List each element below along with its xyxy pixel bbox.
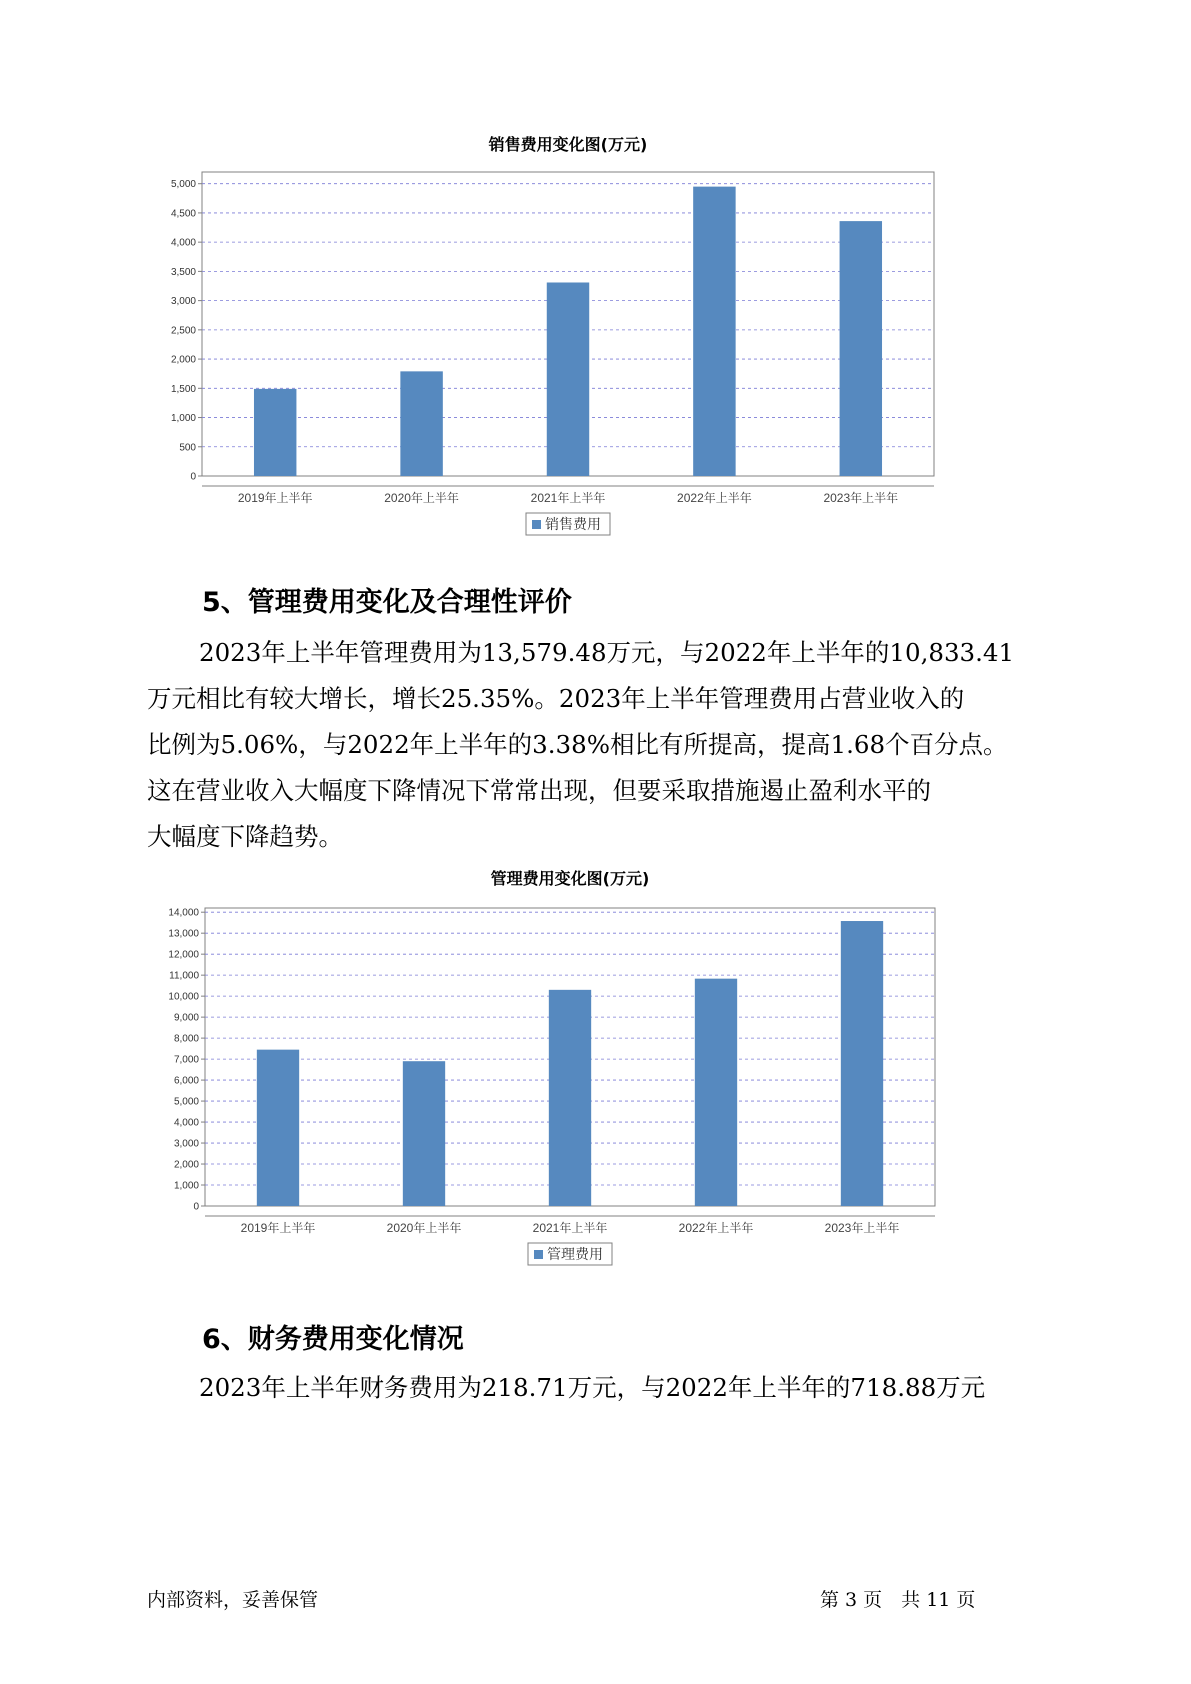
admin-expense-chart xyxy=(150,862,1040,1292)
y-tick-label: 2,000 xyxy=(173,1159,199,1171)
y-tick-label: 4,500 xyxy=(170,208,196,220)
y-tick-label: 3,500 xyxy=(170,266,196,278)
legend-swatch xyxy=(532,520,541,529)
y-tick-label: 3,000 xyxy=(170,296,196,308)
footer-page-number: 第 3 页 共 11 页 xyxy=(820,1589,976,1611)
paragraph-line: 大幅度下降趋势。 xyxy=(147,822,343,851)
y-tick-label: 0 xyxy=(190,471,196,483)
y-tick-label: 11,000 xyxy=(169,970,199,982)
y-tick-label: 3,000 xyxy=(173,1138,199,1150)
y-tick-label: 12,000 xyxy=(168,949,199,961)
section-6-paragraph xyxy=(147,1365,1067,1411)
y-tick-label: 1,500 xyxy=(170,383,196,395)
bar xyxy=(693,187,735,476)
paragraph-line: 比例为5.06%，与2022年上半年的3.38%相比有所提高，提高1.68个百分点。 xyxy=(147,730,1008,759)
x-tick-label: 2019年上半年 xyxy=(240,1221,316,1235)
x-tick-label: 2023年上半年 xyxy=(824,1221,900,1235)
y-tick-label: 2,500 xyxy=(170,325,196,337)
y-tick-label: 8,000 xyxy=(173,1033,199,1045)
y-tick-label: 9,000 xyxy=(173,1012,199,1024)
x-tick-label: 2022年上半年 xyxy=(677,491,752,505)
y-tick-label: 4,000 xyxy=(173,1117,199,1129)
paragraph-line: 2023年上半年管理费用为13,579.48万元，与2022年上半年的10,833.41 xyxy=(199,638,1015,667)
bar xyxy=(254,389,296,476)
legend-label: 销售费用 xyxy=(545,517,601,533)
paragraph-line: 这在营业收入大幅度下降情况下常常出现，但要采取措施遏止盈利水平的 xyxy=(147,776,931,805)
chart-title: 管理费用变化图(万元) xyxy=(490,869,650,888)
y-tick-label: 1,000 xyxy=(173,1180,199,1192)
paragraph-line: 万元相比有较大增长，增长25.35%。2023年上半年管理费用占营业收入的 xyxy=(147,684,965,713)
y-tick-label: 2,000 xyxy=(170,354,196,366)
legend-swatch xyxy=(534,1250,543,1259)
paragraph-line: 2023年上半年财务费用为218.71万元，与2022年上半年的718.88万元 xyxy=(199,1373,986,1402)
bar xyxy=(695,979,737,1206)
bar xyxy=(400,371,442,476)
y-tick-label: 4,000 xyxy=(170,237,196,249)
y-tick-label: 10,000 xyxy=(168,991,199,1003)
x-tick-label: 2019年上半年 xyxy=(237,491,313,505)
x-tick-label: 2023年上半年 xyxy=(823,491,899,505)
y-tick-label: 1,000 xyxy=(170,413,196,425)
footer-confidential-note: 内部资料，妥善保管 xyxy=(147,1589,319,1611)
y-tick-label: 5,000 xyxy=(173,1096,199,1108)
section-5-heading: 5、管理费用变化及合理性评价 xyxy=(202,587,572,618)
bar xyxy=(841,921,883,1206)
y-tick-label: 6,000 xyxy=(173,1075,199,1087)
x-tick-label: 2020年上半年 xyxy=(386,1221,462,1235)
y-tick-label: 0 xyxy=(193,1201,199,1213)
chart-title: 销售费用变化图(万元) xyxy=(488,135,648,154)
y-tick-label: 5,000 xyxy=(170,179,196,191)
section-5-paragraph xyxy=(147,630,1067,860)
sales-expense-chart xyxy=(150,128,1040,548)
y-tick-label: 7,000 xyxy=(173,1054,199,1066)
x-tick-label: 2020年上半年 xyxy=(384,491,459,505)
legend-label: 管理费用 xyxy=(547,1247,603,1263)
sales-expense-chart-svg xyxy=(150,128,1040,548)
bar xyxy=(547,282,589,476)
bar xyxy=(840,221,882,476)
bar xyxy=(403,1061,445,1206)
y-tick-label: 13,000 xyxy=(168,928,199,940)
section-6-heading: 6、财务费用变化情况 xyxy=(202,1324,464,1355)
x-tick-label: 2022年上半年 xyxy=(678,1221,754,1235)
admin-expense-chart-svg xyxy=(150,862,1040,1292)
x-tick-label: 2021年上半年 xyxy=(530,491,606,505)
y-tick-label: 14,000 xyxy=(168,907,199,919)
y-tick-label: 500 xyxy=(179,442,196,454)
bar xyxy=(549,990,591,1206)
x-tick-label: 2021年上半年 xyxy=(532,1221,608,1235)
bar xyxy=(257,1050,299,1206)
